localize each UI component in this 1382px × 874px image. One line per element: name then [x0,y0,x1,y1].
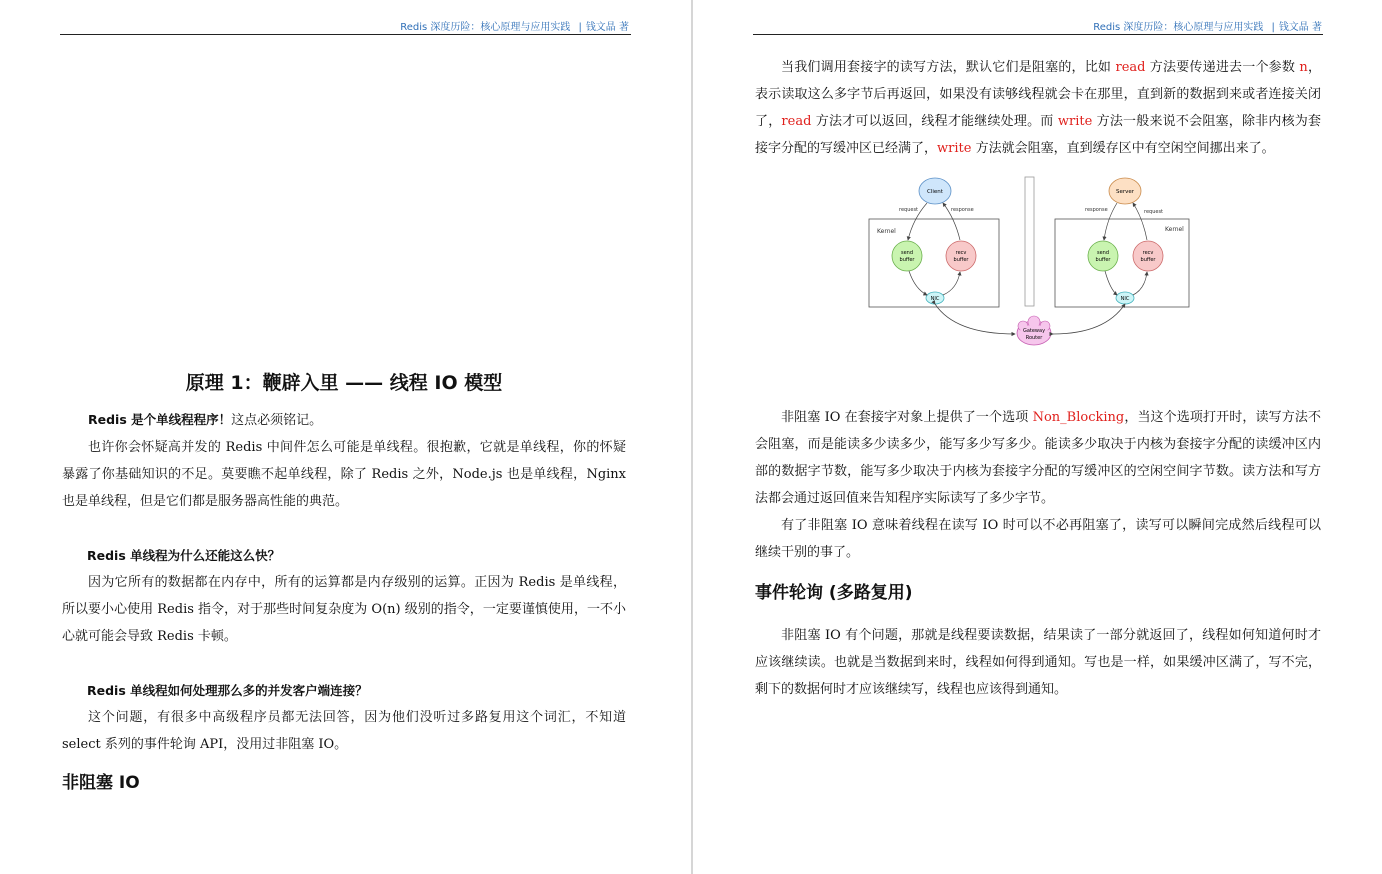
question-1-heading: Redis 是个单线程程序！ [88,412,232,427]
running-header [1093,18,1322,33]
header-rule [753,34,1323,35]
recv-buffer-label: buffer [1140,257,1156,263]
paragraph-1: 也许你会怀疑高并发的 Redis 中间件怎么可能是单线程。很抱歉，它就是单线程，你的怀疑暴露了你基础知识的不足。莫要瞧不起单线程，除了 Redis 之外，Node.js 也是单线程，Nginx 也是单线程，但是它们都是服务器高性能的典范。 [62,440,626,509]
paragraph-event-loop: 非阻塞 IO 有个问题，那就是线程要读数据，结果读了一部分就返回了，线程如何知道何时才应该继续读。也就是当数据到来时，线程如何得到通知。写也是一样，如果缓冲区满了，写不完，剩下的数据何时才应该继续写，线程也应该得到通知。 [755,628,1321,697]
header-rule [60,34,631,35]
code-non-blocking: Non_Blocking [1032,410,1125,425]
edge-nic-gateway-left [935,304,1015,334]
text-run: ，表示读取这么多字节后再返回，如果没有读够线程就会卡在那里，直到新的数据到来或者连接关闭了， [755,60,1321,129]
response-label: response [1085,207,1108,213]
edge-nic-recv-left [943,272,960,295]
send-buffer-label: buffer [1095,257,1111,263]
client-label: Client [927,189,943,195]
nic-label: NIC [930,296,940,302]
right-page [693,0,1382,874]
question-1-tail: 这点必须铭记。 [231,413,323,428]
left-page-content [62,364,626,798]
text-run: 方法才可以返回，线程才能继续处理。而 [811,114,1058,129]
send-buffer-label: buffer [899,257,915,263]
code-n: n [1299,60,1308,75]
author-name: 钱文晶 著 [585,22,629,33]
gateway-label: Router [1025,335,1043,341]
header-separator: | [1271,22,1275,33]
question-1 [62,406,626,434]
book-title: Redis 深度历险：核心原理与应用实践 [1093,22,1264,33]
recv-buffer-label: recv [955,250,967,256]
recv-buffer-left [946,241,976,271]
right-page-content [755,54,1321,703]
kernel-label-left: Kernel [877,228,896,235]
code-read: read [1115,60,1146,75]
request-label: request [1144,209,1164,215]
question-3-heading: Redis 单线程如何处理那么多的并发客户端连接？ [87,683,368,698]
running-header [400,18,629,33]
center-divider [1025,177,1034,306]
code-read: read [781,114,812,129]
code-write: write [937,141,972,156]
request-label: request [899,207,919,213]
gateway-label: Gateway [1022,328,1046,334]
recv-buffer-right [1133,241,1163,271]
book-title: Redis 深度历险：核心原理与应用实践 [400,22,571,33]
text-run: 非阻塞 IO 在套接字对象上提供了一个选项 [781,410,1033,425]
paragraph-2: 因为它所有的数据都在内存中，所有的运算都是内存级别的运算。正因为 Redis 是单线程，所以要小心使用 Redis 指令，对于那些时间复杂度为 O(n) 级别的指令，一定要谨慎使用，一不小心就可能会导致 Redis 卡顿。 [62,575,626,644]
header-separator: | [578,22,582,33]
edge-send-nic-right [1105,271,1117,295]
chapter-title: 原理 1：鞭辟入里 —— 线程 IO 模型 [185,372,503,394]
paragraph-blocking-io [755,54,1321,162]
send-buffer-label: send [900,250,914,256]
code-write: write [1057,114,1093,129]
send-buffer-right [1088,241,1118,271]
text-run: 方法一般来说不会阻塞，除非内核为套接字分配的写缓冲区已经满了， [755,114,1321,156]
author-name: 钱文晶 著 [1278,22,1322,33]
paragraph-nonblocking [755,404,1321,512]
edge-send-nic-left [909,271,927,295]
section-title-event-loop: 事件轮询 (多路复用) [755,583,913,603]
recv-buffer-label: buffer [953,257,969,263]
section-title-nonblocking-io: 非阻塞 IO [62,773,140,793]
text-run: ，当这个选项打开时，读写方法不会阻塞，而是能读多少读多少，能写多少写多少。能读多少取决于内核为套接字分配的读缓冲区内部的数据字节数，能写多少取决于内核为套接字分配的写缓冲区的空闲空间字节数。读方法和写方法都会通过返回值来告知程序实际读写了多少字节。 [755,410,1321,506]
question-2-heading: Redis 单线程为什么还能这么快？ [87,548,281,563]
paragraph-nonblocking-meaning: 有了非阻塞 IO 意味着线程在读写 IO 时可以不必再阻塞了，读写可以瞬间完成然后线程可以继续干别的事了。 [755,518,1321,560]
nic-label: NIC [1120,296,1130,302]
send-buffer-label: send [1096,250,1110,256]
text-run: 方法就会阻塞，直到缓存区中有空闲空间挪出来了。 [971,141,1275,156]
kernel-label-right: Kernel [1165,226,1184,233]
recv-buffer-label: recv [1142,250,1154,256]
server-label: Server [1115,189,1135,195]
edge-gateway-nic-right [1053,304,1125,334]
network-io-diagram-svg [755,174,1321,394]
response-label: response [951,207,974,213]
edge-nic-recv-right [1133,272,1147,295]
send-buffer-left [892,241,922,271]
text-run: 方法要传递进去一个参数 [1145,60,1300,75]
paragraph-3: 这个问题，有很多中高级程序员都无法回答，因为他们没听过多路复用这个词汇，不知道 select 系列的事件轮询 API，没用过非阻塞 IO。 [62,710,626,752]
network-io-diagram [755,174,1321,394]
text-run: 当我们调用套接字的读写方法，默认它们是阻塞的，比如 [781,60,1116,75]
